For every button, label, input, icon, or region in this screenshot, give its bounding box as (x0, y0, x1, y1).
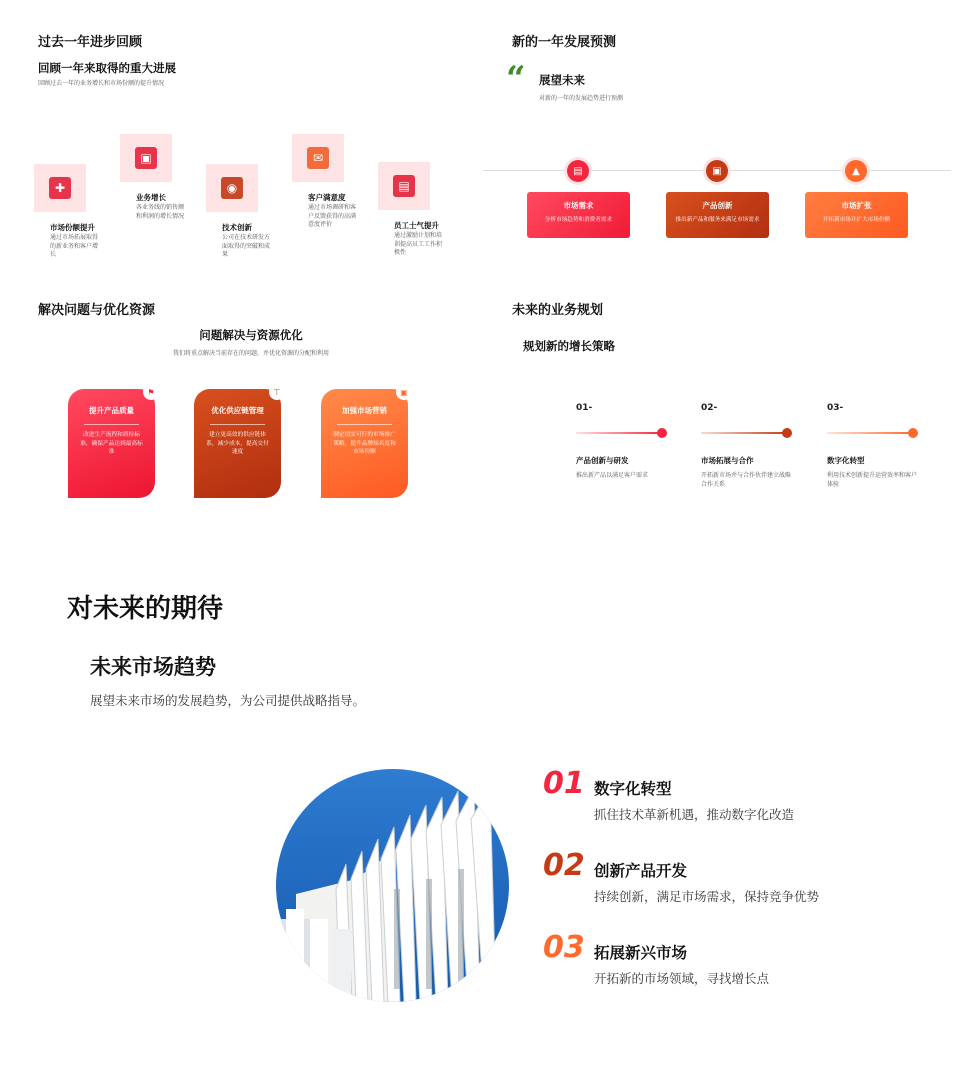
icon-box (120, 134, 172, 182)
location-icon: ◉ (221, 177, 243, 199)
slide-description: 展望未来市场的发展趋势，为公司提供战略指导。 (90, 693, 366, 708)
building-illustration (276, 769, 509, 1002)
step-desc: 开拓新市场并与合作伙伴建立战略合作关系 (701, 472, 792, 488)
step-line (701, 432, 787, 434)
divider (210, 424, 265, 425)
item-title: 市场份额提升 (50, 223, 95, 232)
step-number: 01- (576, 403, 593, 413)
slide-subtitle: 回顾一年来取得的重大进展 (38, 61, 176, 75)
card-title: 加强市场营销 (342, 406, 387, 415)
slide-title: 未来的业务规划 (512, 303, 604, 318)
optimization-card (321, 389, 408, 498)
item-number: 02 (543, 848, 585, 883)
quote-icon: “ (506, 59, 526, 99)
step-dot (908, 428, 918, 438)
step-title: 市场拓展与合作 (701, 456, 754, 465)
item-desc: 持续创新，满足市场需求，保持竞争优势 (594, 889, 820, 904)
image-icon: ▣ (706, 160, 728, 182)
inbox-icon: ✉ (307, 147, 329, 169)
card-desc: 分析市场趋势和消费者需求 (544, 217, 613, 223)
card-desc: 建立更高效的供应链体系，减少成本，提高交付速度 (206, 432, 269, 456)
slide-subtitle: 问题解决与资源优化 (199, 328, 303, 342)
building-photo (276, 769, 509, 1002)
item-desc: 通过激励计划和培训提高员工工作积极性 (394, 232, 443, 257)
slide-title: 解决问题与优化资源 (38, 303, 156, 318)
optimization-card (194, 389, 281, 498)
slide-description: 回顾过去一年的业务增长和市场份额的提升情况 (38, 80, 165, 87)
slide-optimization (0, 270, 480, 540)
chat-icon: ▤ (393, 175, 415, 197)
step-number: 03- (827, 403, 844, 413)
slide-forecast (480, 0, 960, 270)
slide-expectations (0, 540, 960, 1084)
forecast-card (527, 192, 630, 238)
item-title: 数字化转型 (594, 780, 672, 798)
puzzle-icon: ✚ (49, 177, 71, 199)
item-title: 拓展新兴市场 (594, 944, 688, 962)
item-title: 客户满意度 (308, 193, 346, 202)
card-desc: 开拓新市场并扩大市场份额 (822, 217, 891, 223)
card-desc: 推出新产品和服务来满足市场需求 (675, 217, 760, 223)
card-title: 市场扩张 (841, 201, 872, 210)
divider (337, 424, 392, 425)
card-title: 产品创新 (702, 201, 733, 210)
card-title: 提升产品质量 (89, 406, 134, 415)
item-desc: 抓住技术革新机遇，推动数字化改造 (594, 807, 795, 822)
item-desc: 通过市场调研和客户反馈获得的高满意度评价 (308, 204, 357, 229)
item-desc: 各业务线的销售额和利润的增长情况 (136, 204, 185, 220)
card-title: 优化供应链管理 (211, 406, 264, 415)
slide-title: 过去一年进步回顾 (38, 35, 143, 50)
slide-subtitle: 未来市场趋势 (90, 655, 216, 679)
slide-title: 新的一年发展预测 (512, 35, 617, 50)
item-title: 业务增长 (136, 193, 166, 202)
icon-box (206, 164, 258, 212)
item-number: 01 (543, 766, 585, 801)
icon-box (378, 162, 430, 210)
flag-icon: ⚑ (143, 384, 159, 400)
icon-box (292, 134, 344, 182)
slide-business-plan (480, 270, 960, 540)
step-dot (782, 428, 792, 438)
card-title: 市场需求 (563, 201, 594, 210)
item-desc: 通过市场拓展取得的新业务和客户增长 (50, 234, 99, 259)
image-icon: ▣ (396, 384, 412, 400)
step-number: 02- (701, 403, 718, 413)
forecast-card (805, 192, 908, 238)
step-desc: 利用技术创新提升运营效率和客户体验 (827, 472, 918, 488)
step-title: 产品创新与研发 (576, 456, 629, 465)
item-title: 技术创新 (222, 223, 252, 232)
optimization-card (68, 389, 155, 498)
step-desc: 推出新产品以满足客户需求 (576, 472, 649, 479)
item-desc: 开拓新的市场领域，寻找增长点 (594, 971, 770, 986)
document-icon: ▤ (567, 160, 589, 182)
slide-description: 对新的一年的发展趋势进行预测 (539, 95, 624, 102)
icon-box (34, 164, 86, 212)
image-icon: ▣ (135, 147, 157, 169)
slide-progress-review (0, 0, 480, 270)
step-title: 数字化转型 (827, 456, 865, 465)
item-number: 03 (543, 930, 585, 965)
item-desc: 公司在技术研发方面取得的突破和成果 (222, 234, 271, 259)
divider (84, 424, 139, 425)
slide-subtitle: 展望未来 (539, 73, 585, 87)
slide-subtitle: 规划新的增长策略 (523, 339, 615, 353)
forecast-card (666, 192, 769, 238)
slide-title: 对未来的期待 (67, 594, 224, 624)
org-chart-icon: ⊤ (269, 384, 285, 400)
slide-description: 我们将重点解决当前存在的问题，并优化资源的分配和利用 (172, 350, 329, 357)
step-line (576, 432, 662, 434)
flask-icon: ▲ (845, 160, 867, 182)
item-title: 创新产品开发 (594, 862, 688, 880)
item-title: 员工士气提升 (394, 221, 439, 230)
card-desc: 改进生产流程和质检标准，确保产品达到最高标准 (80, 432, 143, 456)
card-desc: 制定切实可行的市场推广策略，提升品牌知名度和市场份额 (333, 432, 396, 456)
step-line (827, 432, 913, 434)
step-dot (657, 428, 667, 438)
